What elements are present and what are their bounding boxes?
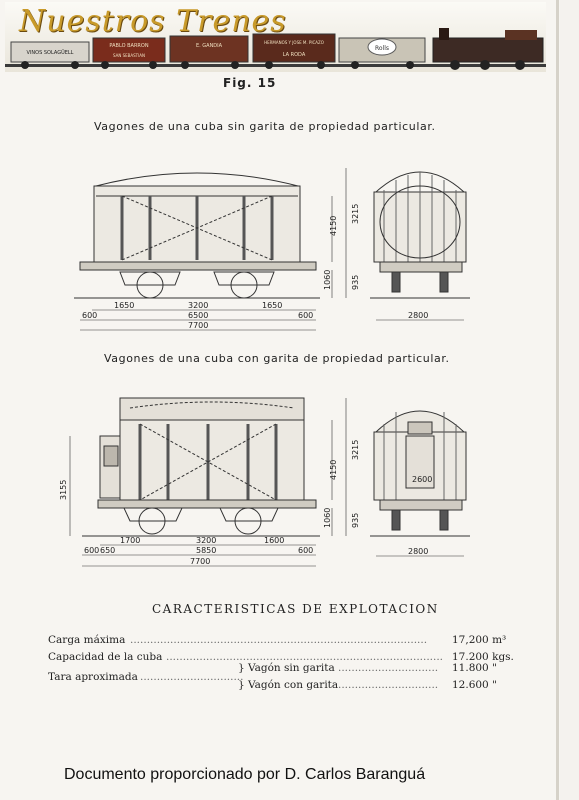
drawing-1-dim-935: 935 [351, 274, 360, 290]
drawing-2-dim-1700: 1700 [120, 536, 141, 545]
row-label: Vagón con garita [248, 679, 339, 691]
row-value: 17,200 m³ [452, 634, 507, 646]
row-dots: ................................................................................... [166, 651, 444, 663]
row-value: 12.600 " [452, 679, 497, 691]
drawing-2-dim-935: 935 [351, 512, 360, 528]
drawing-1-dim-600-right: 600 [298, 311, 314, 320]
brace: } [238, 662, 245, 674]
banner-title: Nuestros Trenes [19, 4, 287, 39]
banner-wagon-label-2: SAN SEBASTIAN [112, 53, 146, 58]
drawing-1-dim-4150: 4150 [329, 215, 338, 236]
row-label: Carga máxima [48, 634, 126, 646]
banner-wagon-label-3: E. GANDIA [195, 43, 223, 49]
drawing-1-dim-1060: 1060 [323, 269, 332, 290]
row-value: 17.200 kgs. [452, 651, 514, 663]
row-dots: ............................... [140, 671, 244, 683]
row-dots: .............................. [338, 679, 439, 691]
drawing-1-dim-6500: 6500 [188, 311, 209, 320]
drawing-2-dim-2800: 2800 [408, 547, 429, 556]
drawing-2-dim-7700: 7700 [190, 557, 211, 566]
footer-credit: Documento proporcionado por D. Carlos Baranguá [64, 766, 426, 783]
banner-wagon-label-0: VINOS SOLAGÜELL [26, 50, 74, 56]
drawing-2-dim-600-left: 600 [84, 546, 100, 555]
drawing-1-title: Vagones de una cuba sin garita de propiedad particular. [94, 120, 436, 133]
characteristics-heading: CARACTERISTICAS DE EXPLOTACION [152, 602, 439, 616]
drawing-2-dim-600-right: 600 [298, 546, 314, 555]
row-label: Vagón sin garita [248, 662, 335, 674]
figure-label: Fig. 15 [223, 76, 277, 90]
row-dots: .............................. [338, 662, 439, 674]
drawing-2-dim-1060: 1060 [323, 507, 332, 528]
drawing-2-dim-4150: 4150 [329, 459, 338, 480]
row-value: 11.800 " [452, 662, 497, 674]
drawing-2-dim-2600: 2600 [412, 475, 433, 484]
banner-wagon-label-1: PABLO BARRON [109, 43, 149, 49]
drawing-1-dim-3215: 3215 [351, 203, 360, 224]
drawing-2-dim-1600: 1600 [264, 536, 285, 545]
drawing-1-dim-7700: 7700 [188, 321, 209, 330]
drawing-2-dim-5850: 5850 [196, 546, 217, 555]
drawing-1-dim-1650-right: 1650 [262, 301, 283, 310]
brace: } [238, 679, 245, 691]
banner-wagon-label-5: LA RODA [282, 52, 306, 58]
tara-label: Tara aproximada [48, 671, 138, 683]
drawing-2-dim-3155: 3155 [59, 479, 68, 500]
drawing-1-dim-3200: 3200 [188, 301, 209, 310]
drawing-2-dim-3215: 3215 [351, 439, 360, 460]
banner-wagon-label-4: HERMANOS Y JOSE M. PICAZO [264, 40, 324, 45]
drawing-1-dim-2800: 2800 [408, 311, 429, 320]
drawing-2-title: Vagones de una cuba con garita de propiedad particular. [104, 352, 450, 365]
row-dots: ......................................................................................... [130, 634, 428, 646]
banner-wagon-label-6: Rolls [374, 45, 390, 52]
drawing-1-dim-1650-left: 1650 [114, 301, 135, 310]
drawing-1-dim-600-left: 600 [82, 311, 98, 320]
drawing-2-dim-3200: 3200 [196, 536, 217, 545]
drawing-2-dim-650: 650 [100, 546, 116, 555]
row-label: Capacidad de la cuba [48, 651, 163, 663]
